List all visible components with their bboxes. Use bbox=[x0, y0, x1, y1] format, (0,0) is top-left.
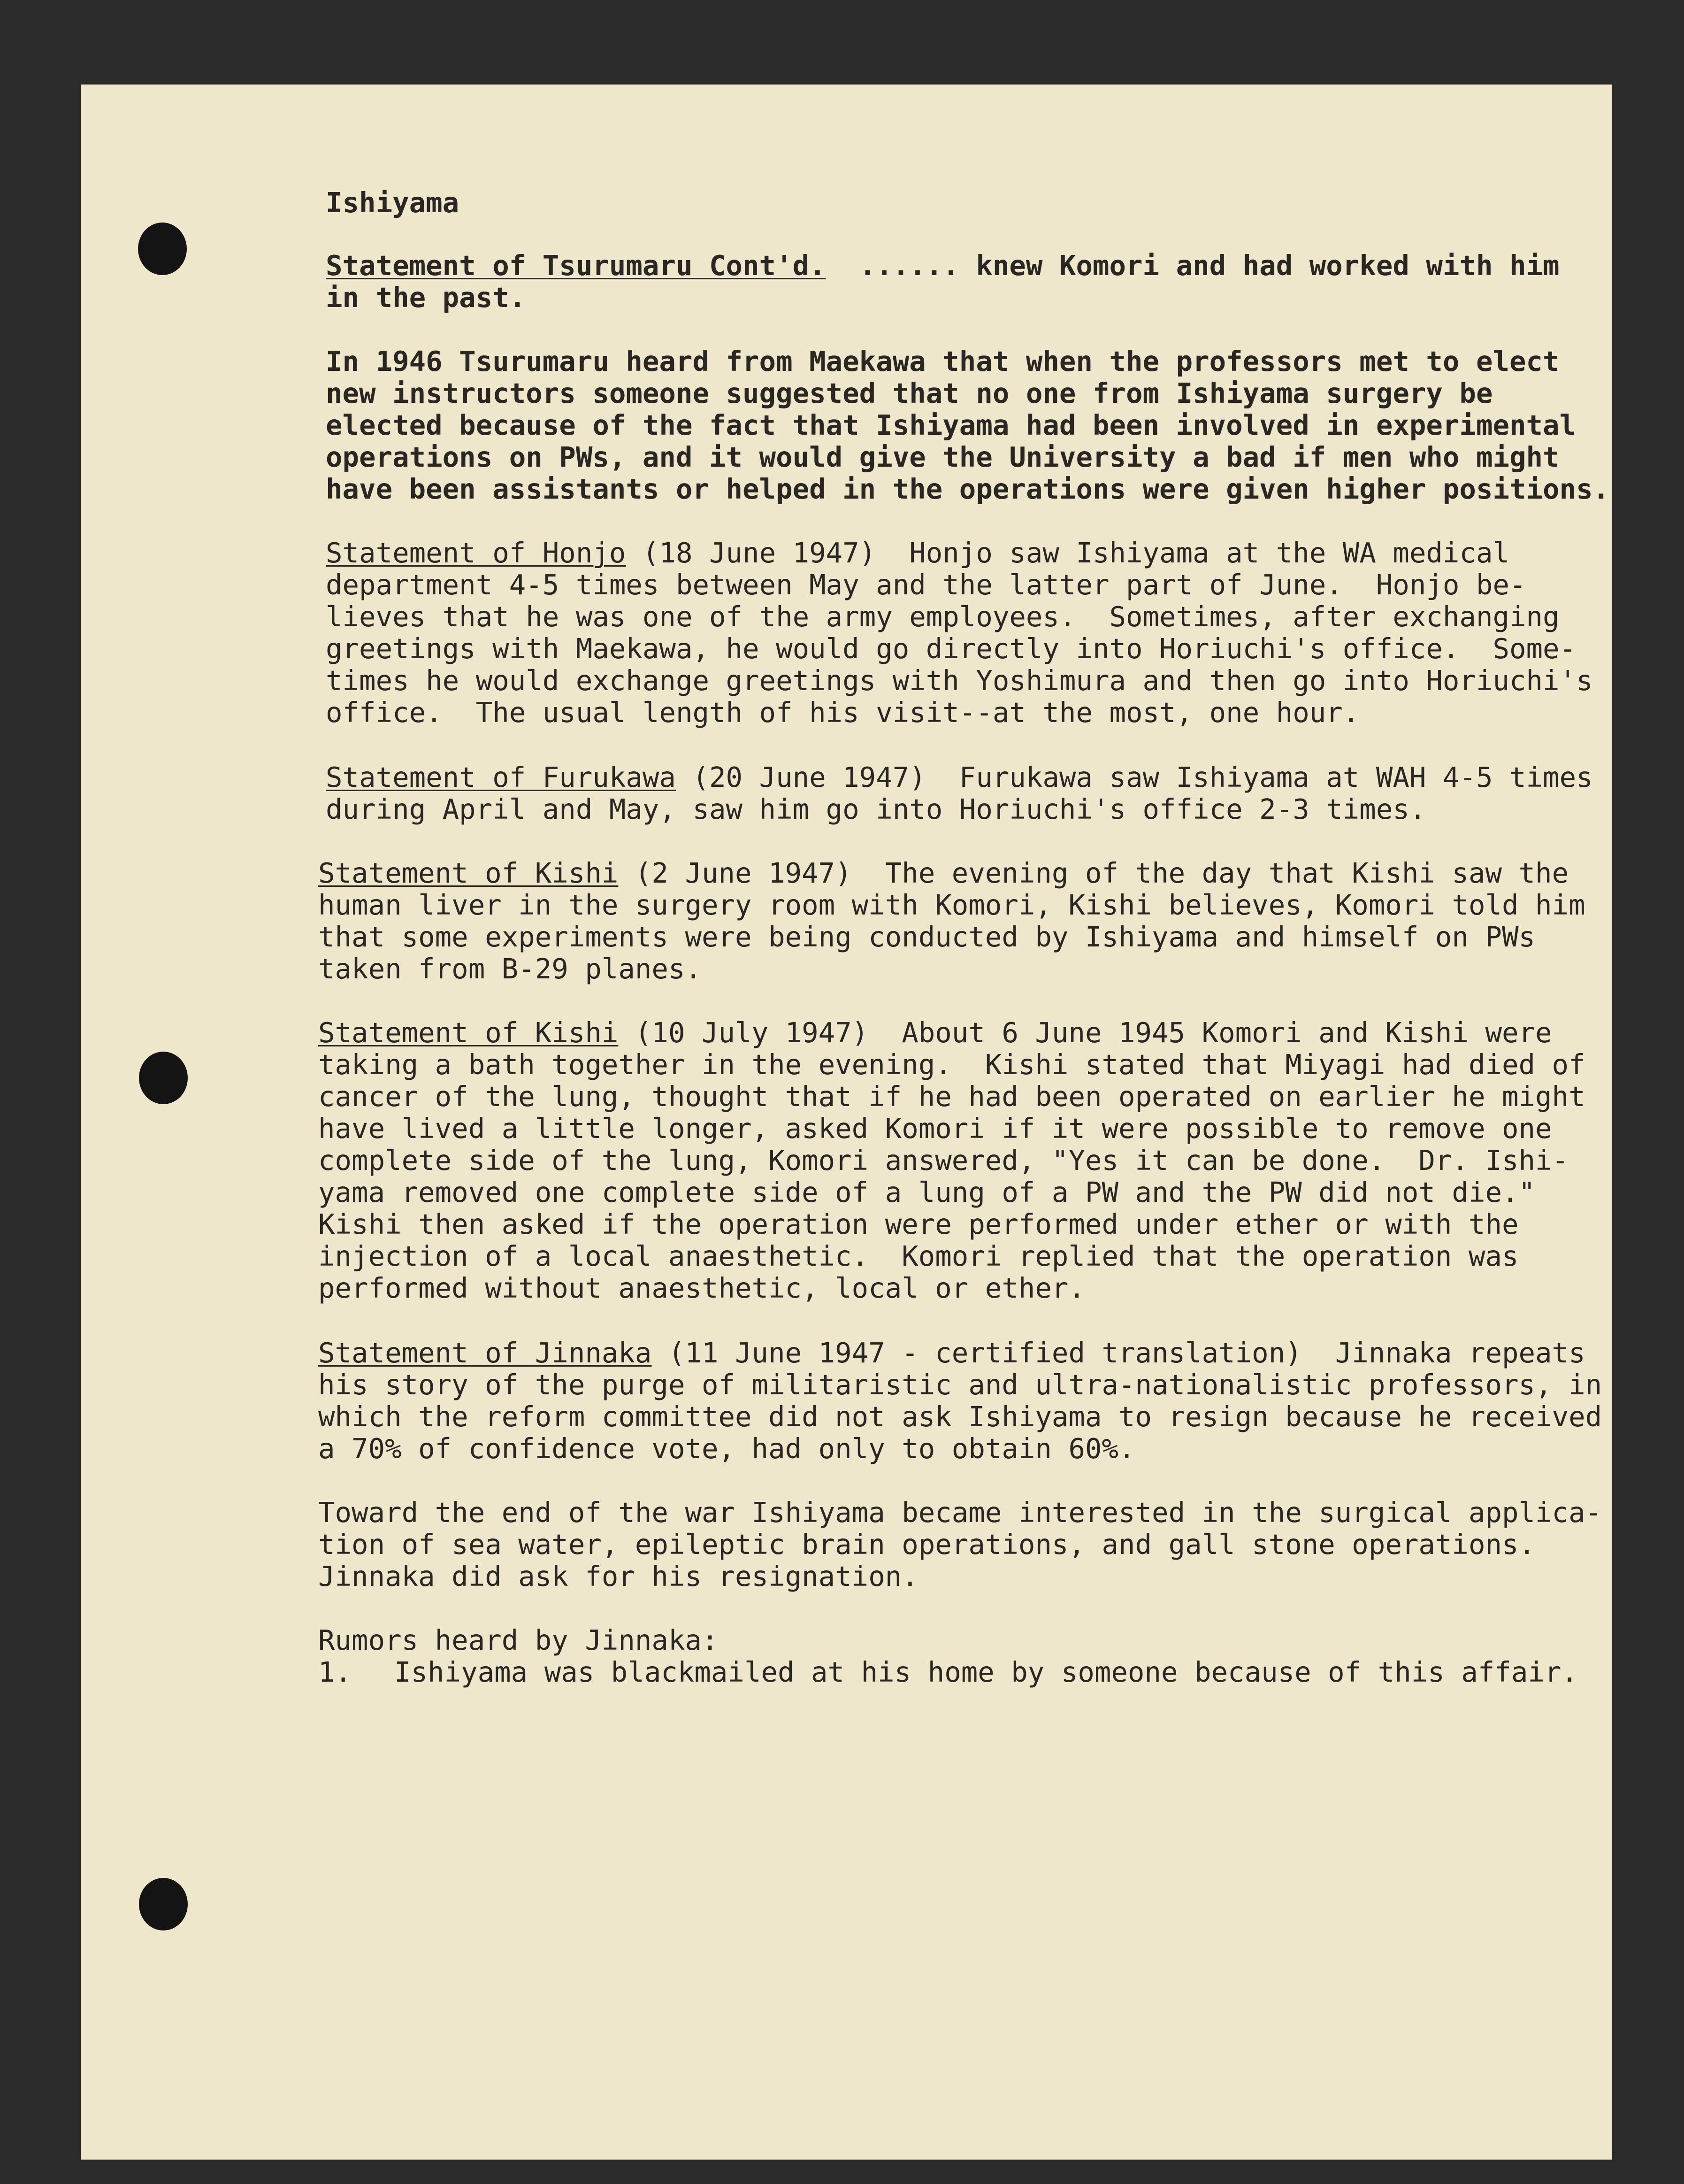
paragraph-1-line-2: in the past. bbox=[326, 281, 526, 314]
paragraph-3-line-1-text: (18 June 1947) Honjo saw Ishiyama at the WA medical bbox=[626, 537, 1510, 569]
paragraph-8-line: Toward the end of the war Ishiyama became interested in the surgical applica- bbox=[318, 1496, 1602, 1529]
paragraph-8-line: tion of sea water, epileptic brain operations, and gall stone operations. bbox=[318, 1528, 1536, 1561]
paragraph-6-line: performed without anaesthetic, local or ether. bbox=[318, 1272, 1085, 1304]
paragraph-7-line: his story of the purge of militaristic and ultra-nationalistic professors, in bbox=[318, 1369, 1602, 1401]
paragraph-5-line: human liver in the surgery room with Komori, Kishi believes, Komori told him bbox=[318, 889, 1585, 921]
paragraph-2-line: operations on PWs, and it would give the University a bad if men who might bbox=[326, 441, 1560, 473]
rumor-item-text: Ishiyama was blackmailed at his home by someone because of this affair. bbox=[394, 1656, 1578, 1688]
document-page bbox=[81, 85, 1612, 2160]
paragraph-3-line: lieves that he was one of the army employees. Sometimes, after exchanging bbox=[326, 600, 1560, 633]
statement-heading-furukawa: Statement of Furukawa bbox=[326, 761, 676, 793]
paragraph-4-line: during April and May, saw him go into Horiuchi's office 2-3 times. bbox=[326, 793, 1426, 825]
paragraph-8-line: Jinnaka did ask for his resignation. bbox=[318, 1560, 919, 1592]
paragraph-7-line-1 bbox=[318, 1337, 1585, 1369]
paragraph-2-line: elected because of the fact that Ishiyama had been involved in experimental bbox=[326, 409, 1577, 441]
paragraph-2-line: new instructors someone suggested that no one from Ishiyama surgery be bbox=[326, 377, 1493, 409]
document-header: Ishiyama bbox=[326, 186, 459, 219]
paragraph-6-line: have lived a little longer, asked Komori if it were possible to remove one bbox=[318, 1112, 1552, 1145]
paragraph-7-line: a 70% of confidence vote, had only to obtain 60%. bbox=[318, 1432, 1135, 1465]
paragraph-1-line-1 bbox=[326, 250, 1560, 282]
paragraph-7-line-1-text: (11 June 1947 - certified translation) Jinnaka repeats bbox=[651, 1337, 1585, 1369]
paragraph-7-line: which the reform committee did not ask Ishiyama to resign because he received bbox=[318, 1400, 1602, 1433]
paragraph-6-line: injection of a local anaesthetic. Komori replied that the operation was bbox=[318, 1240, 1519, 1272]
paragraph-3-line: greetings with Maekawa, he would go directly into Horiuchi's office. Some- bbox=[326, 632, 1577, 665]
paragraph-6-line-1-text: (10 July 1947) About 6 June 1945 Komori and Kishi were bbox=[618, 1016, 1552, 1049]
paragraph-6-line: yama removed one complete side of a lung of a PW and the PW did not die." bbox=[318, 1176, 1536, 1208]
paragraph-6-line: Kishi then asked if the operation were performed under ether or with the bbox=[318, 1208, 1519, 1240]
rumors-title: Rumors heard by Jinnaka: bbox=[318, 1624, 719, 1656]
paragraph-3-line-1 bbox=[326, 537, 1509, 569]
paragraph-1-line-1-text: ...... knew Komori and had worked with him bbox=[826, 249, 1560, 282]
paragraph-5-line-1-text: (2 June 1947) The evening of the day that Kishi saw the bbox=[618, 857, 1569, 889]
paragraph-5-line: that some experiments were being conducted by Ishiyama and himself on PWs bbox=[318, 921, 1536, 953]
paragraph-3-line: office. The usual length of his visit--at the most, one hour. bbox=[326, 696, 1360, 729]
paragraph-2-line: have been assistants or helped in the operations were given higher positions. bbox=[326, 473, 1610, 505]
typed-text bbox=[81, 85, 1612, 2160]
paragraph-5-line: taken from B-29 planes. bbox=[318, 953, 702, 985]
paragraph-6-line-1 bbox=[318, 1017, 1552, 1049]
paragraph-4-line-1 bbox=[326, 761, 1593, 793]
paragraph-5-line-1 bbox=[318, 857, 1569, 889]
paragraph-6-line: complete side of the lung, Komori answered, "Yes it can be done. Dr. Ishi- bbox=[318, 1144, 1569, 1177]
paragraph-3-line: department 4-5 times between May and the latter part of June. Honjo be- bbox=[326, 569, 1526, 601]
rumor-item-number: 1. bbox=[318, 1656, 352, 1688]
paragraph-4-line-1-text: (20 June 1947) Furukawa saw Ishiyama at WAH 4-5 times bbox=[675, 761, 1593, 793]
paragraph-2-line: In 1946 Tsurumaru heard from Maekawa that when the professors met to elect bbox=[326, 345, 1560, 377]
statement-heading-jinnaka: Statement of Jinnaka bbox=[318, 1337, 652, 1369]
statement-heading-tsurumaru: Statement of Tsurumaru Cont'd. bbox=[326, 249, 826, 282]
statement-heading-kishi-2: Statement of Kishi bbox=[318, 1016, 619, 1049]
paragraph-3-line: times he would exchange greetings with Yoshimura and then go into Horiuchi's bbox=[326, 664, 1593, 697]
statement-heading-kishi-1: Statement of Kishi bbox=[318, 857, 619, 889]
paragraph-6-line: cancer of the lung, thought that if he had been operated on earlier he might bbox=[318, 1080, 1585, 1113]
statement-heading-honjo: Statement of Honjo bbox=[326, 537, 626, 569]
paragraph-6-line: taking a bath together in the evening. Kishi stated that Miyagi had died of bbox=[318, 1048, 1585, 1081]
